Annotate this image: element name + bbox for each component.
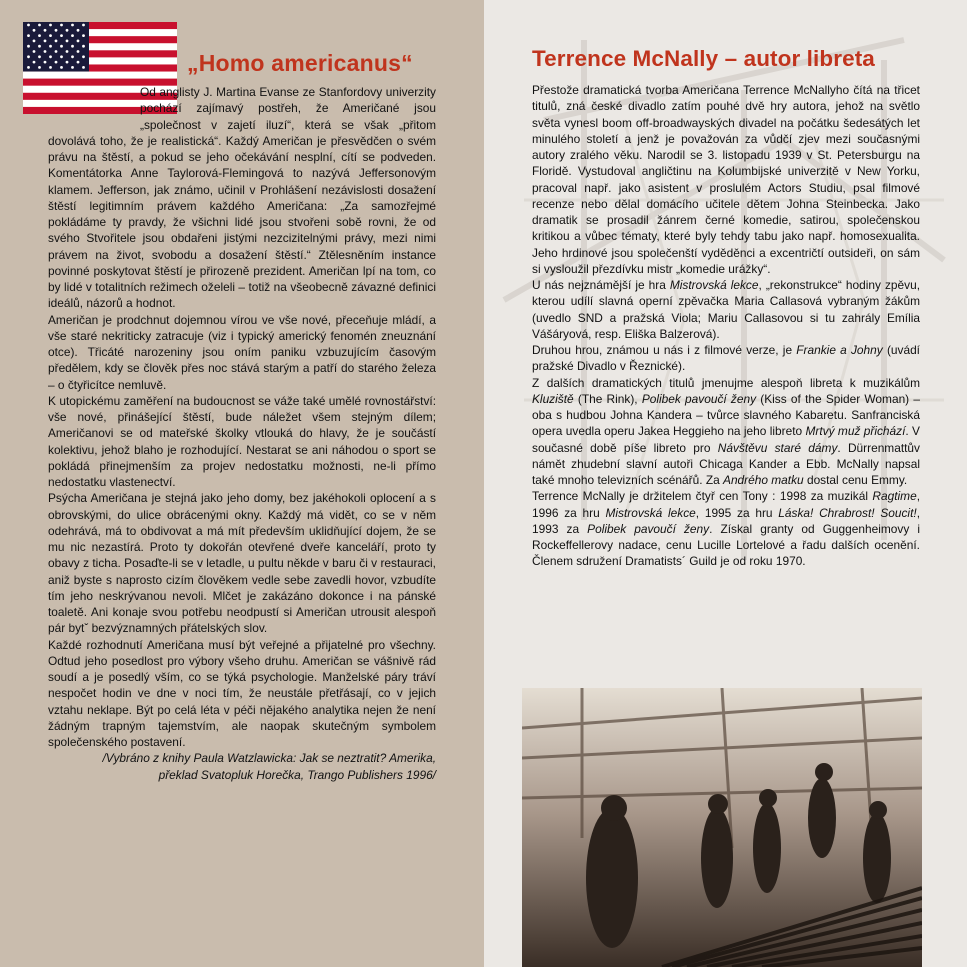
citation-line-1: /Vybráno z knihy Paula Watzlawicka: Jak se neztratit? Amerika,: [102, 751, 436, 766]
play-title: Kluziště: [532, 391, 574, 406]
left-paragraph-4: Psýcha Američana je stejná jako jeho domy, bez jakéhokoli oplocení a s obrovskými, do ulice obrácenými okny. Každý má vidět, co se v něm odehrává, má to obdivovat a má mít především uklidňující dojem, že se mu nic nezastírá. Proto ty dokořán otevřené dveře kanceláří, proto ty obavy z ticha. Posaďte-li se v letadle, u pultu někde v baru či v restauraci, aniž byste s naprosto cizím člověkem vedle sebe zavedli hovor, vzbudíte tím jeho neskrývanou nevoli. Mlčet je zakázáno dokonce i na pánské toaletě. Ani konaje svou potřebu neodpustí si Američan utrousit alespoň pár bytˇ bezvýznamných přátelských slov.: [48, 491, 436, 636]
play-title: Polibek pavoučí ženy: [641, 391, 757, 406]
play-title: Návštěvu staré dámy: [717, 440, 838, 455]
right-title: Terrence McNally – autor libreta: [532, 46, 875, 71]
right-paragraph-1: Přestože dramatická tvorba Američana Terrence McNallyho čítá na třicet titulů, zná české divadlo zatím pouhé dvě hry autora, jehož na světlo světa vynesl boom off-broadwayských divadel na počátku šedesátých let minulého století a jenž je považován za vůdčí zjev mezi současnými autory zralého věku. Narodil se 3. listopadu 1939 v St. Petersburgu na Floridě. Vystudoval angličtinu na Kolumbijské univerzitě v New Yorku, pracoval např. jako asistent v proslulém Actors Studiu, psal filmové recenze nebo dělal domácího učitele dětem Johna Steinbecka. Jako dramatik se prosadil žánrem černé komedie, satirou, společenskou kritikou a vůbec tématy, které byly tehdy tabu jako např. homosexualita. Jeho hrdinové jsou společenští vyděděnci a excentričtí outsideři, on sám si vysloužil přezdívku mistr „komedie urážky“.: [532, 83, 920, 276]
play-title: Mistrovská lekce: [605, 505, 696, 520]
left-paragraph-3: K utopickému zaměření na budoucnost se váže také umělé rovnostářství: vše nové, přinášející štěstí, bude náležet všem stejným dílem; Američanovi se od mateřské školky vtlouká do hlavy, že je součástí kolektivu, jehož blaho je rozhodující. Nestarat se ani náhodou o sport se pokládá přinejmenším za projev nedostatku možnosti, ne-li přímo nedostatku vlastenectví.: [48, 393, 436, 489]
factory-photo-image: [522, 688, 922, 967]
play-title: Frankie a Johny: [796, 343, 883, 357]
left-paragraph-5: Každé rozhodnutí Američana musí být veřejné a přijatelné pro všechny. Odtud jeho posedlost pro výbory všeho druhu. Američan se vášnivě rád soudí a je posedlý vším, co se týká psychologie. Manželské páry tráví nespočet hodin ve dne v noci tím, že neustále přetřásají, co v jejich vztahu neklape. Být po celá léta v péči nějakého analytika nejen že není žádným trapným tajemstvím, ale naopak skutečným symbolem společenského postavení.: [48, 637, 436, 749]
play-title: Andrého matku: [723, 473, 804, 487]
play-title: Ragtime: [872, 489, 917, 504]
rehearsal-photo: [522, 688, 922, 967]
left-paragraph-2: Američan je prodchnut dojemnou vírou ve vše nové, přeceňuje mládí, a vše staré nekriticky zatracuje (viz i typický americký fenomén zneuznání otce). Třicáté narozeniny jsou oním paniku vzbuzujícím časovým předělem, kdy se člověk přes noc stává starým a patří do starého železa – o čtyřicítce nemluvě.: [48, 312, 436, 392]
right-column: [484, 0, 967, 967]
play-title: Mistrovská lekce: [669, 278, 759, 292]
citation-line-2: překlad Svatopluk Horečka, Trango Publishers 1996/: [158, 767, 436, 782]
right-paragraph-4: Z dalších dramatických titulů jmenujme alespoň libreta k muzikálům Kluziště (The Rink), Polibek pavoučí ženy (Kiss of the Spider Woman) – oba s hudbou Johna Kandera – tvůrce slavného Kabaretu. Sanfranciská opera uvedla operu Jakea Heggieho na jeho libreto Mrtvý muž přichází. V současné době píše libreto pro Návštěvu staré dámy. Dürrenmattův námět zhudební slavní autoři Chicaga Kander a Ebb. McNally napsal také mnoho televizních scénářů. Za Andrého matku dostal cenu Emmy.: [532, 375, 920, 487]
left-title: „Homo americanus“: [187, 50, 413, 76]
right-paragraph-5: Terrence McNally je držitelem čtyř cen Tony : 1998 za muzikál Ragtime, 1996 za hru Mistrovská lekce, 1995 za hru Láska! Chrabrost! Soucit!, 1993 za Polibek pavoučí ženy. Získal granty od Guggenheimovy i Rockeffellerovy nadace, cenu Lucille Lortelové a řadu dalších ocenění. Členem sdružení Dramatists´ Guild je od roku 1970.: [532, 489, 920, 569]
left-paragraph-1: Od anglisty J. Martina Evanse ze Stanfordovy univerzity pochází zajímavý postřeh, že Američané jsou „společnost v zajetí iluzí“, která se však „přitom dovolává toho, že je realistická“. Každý Američan je přesvědčen o svém právu na štěstí, a pokud se jeho očekávání nesplní, cítí se podveden. Komentátorka Anne Taylorová-Flemingová to nazývá Jeffersonovým klamem. Jefferson, jak známo, učinil v Prohlášení nezávislosti dosažení štěstí legitimním právem každého Američana: „Za samozřejmé pokládáme ty pravdy, že všichni lidé jsou stvořeni sobě rovni, že od svého Stvořitele jsou obdařeni jistými nezcizitelnými právy, mezi nimi právem na život, svobodu a dosažení štěstí.“ Ztělesněním instance povinné poskytovat štěstí je přirozeně prezident. Američan lpí na tom, co by lidé v totalitních režimech oželeli – totiž na všeobecně závazné definici ideálů, názorů a hodnot.: [48, 85, 436, 311]
play-title: Láska! Chrabrost! Soucit!: [778, 505, 917, 520]
left-article-body: [48, 84, 436, 783]
right-paragraph-3: Druhou hrou, známou u nás i z filmové verze, je Frankie a Johny (uvádí pražské Divadlo v Řeznické).: [532, 343, 920, 374]
right-paragraph-2: U nás nejznámější je hra Mistrovská lekce, „rekonstrukce“ hodiny zpěvu, kterou udílí slavná operní zpěvačka Maria Callasová vybraným žákům (uvedlo SND a pražská Viola; Mariu Callasovou si tu zahrály Emília Vášáryová, resp. Eliška Balzerová).: [532, 278, 920, 341]
play-title: Mrtvý muž přichází: [805, 424, 906, 439]
play-title: Polibek pavoučí ženy: [587, 521, 710, 536]
right-article-body: [532, 82, 920, 570]
